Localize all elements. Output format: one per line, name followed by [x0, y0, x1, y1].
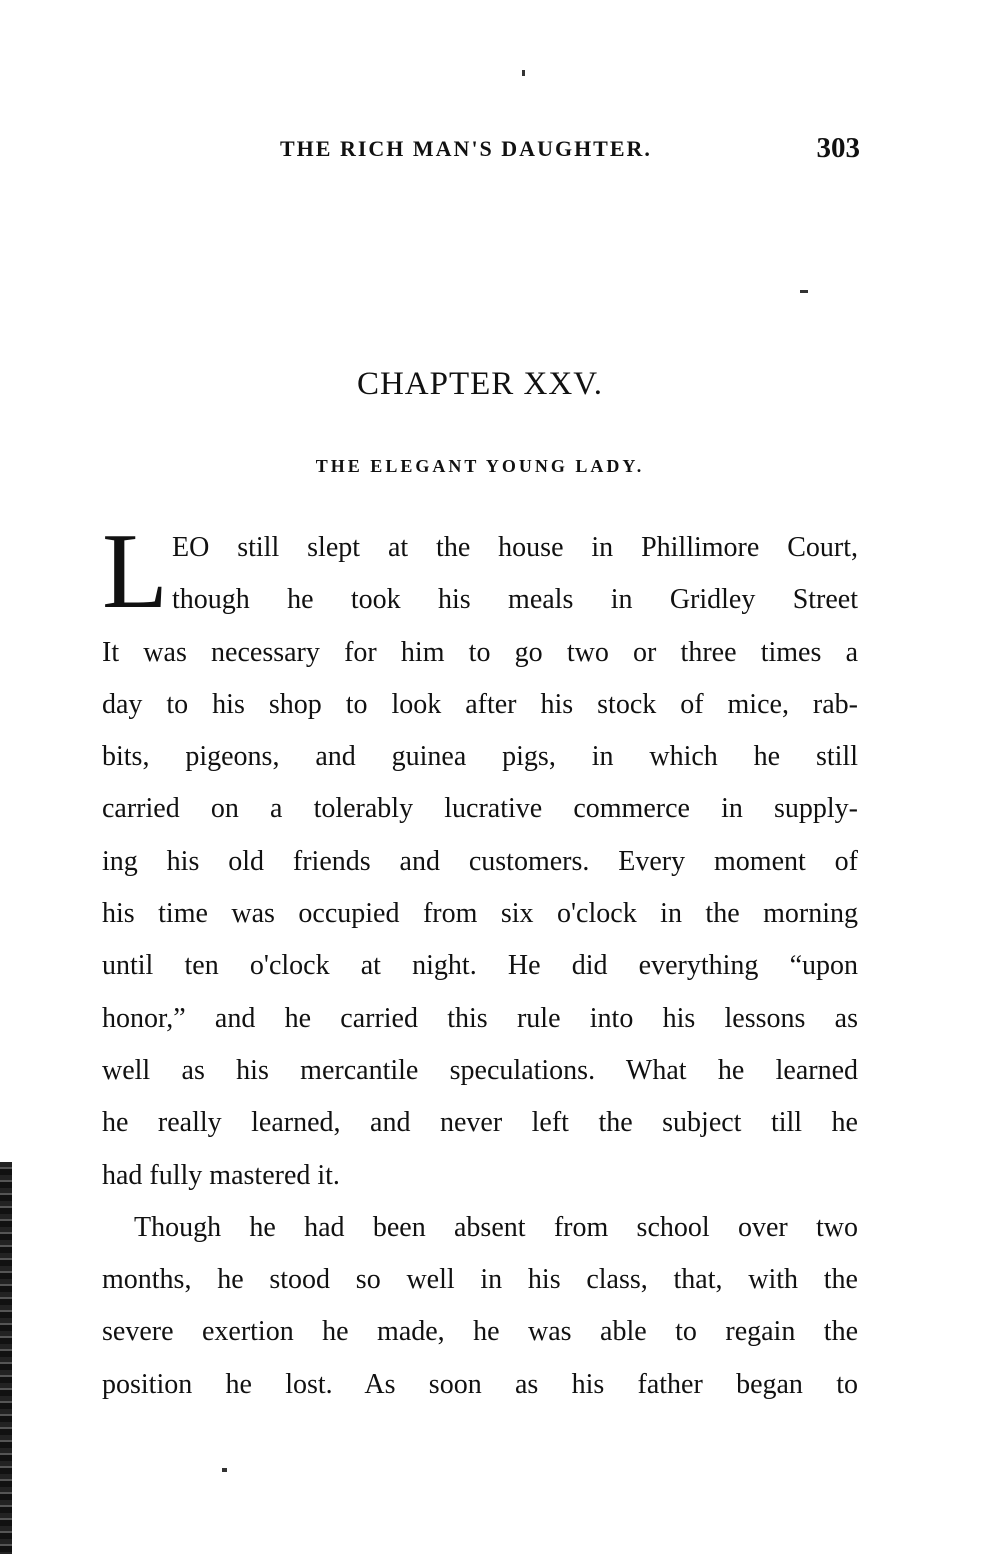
ink-speck: [800, 290, 808, 293]
page-edge-stain: [0, 1162, 12, 1554]
text-line: his time was occupied from six o'clock in the morning: [102, 898, 858, 930]
text-line: carried on a tolerably lucrative commerce in supply-: [102, 793, 858, 825]
text-line: EO still slept at the house in Phillimore Court,: [172, 532, 858, 563]
text-line: though he took his meals in Gridley Street: [172, 584, 858, 616]
text-line: ing his old friends and customers. Every moment of: [102, 845, 858, 877]
text-line: he really learned, and never left the subject till he: [102, 1107, 858, 1139]
text-line: honor,” and he carried this rule into his lessons as: [102, 1002, 858, 1034]
ink-speck: [222, 1468, 227, 1472]
text-line: until ten o'clock at night. He did everything “upon: [102, 950, 858, 982]
text-line: It was necessary for him to go two or three times a: [102, 636, 858, 668]
text-line: severe exertion he made, he was able to regain the: [102, 1316, 858, 1348]
text-line: Though he had been absent from school over two: [134, 1211, 858, 1243]
running-title: THE RICH MAN'S DAUGHTER.: [280, 136, 652, 161]
running-head: [100, 132, 860, 168]
text-line: bits, pigeons, and guinea pigs, in which he still: [102, 741, 858, 773]
body-text: [102, 512, 858, 1411]
chapter-subtitle: THE ELEGANT YOUNG LADY.: [315, 456, 645, 476]
text-line: day to his shop to look after his stock of mice, rab-: [102, 688, 858, 720]
chapter-title: CHAPTER XXV.: [356, 366, 604, 402]
text-line: position he lost. As soon as his father began to: [102, 1368, 858, 1400]
text-line: had fully mastered it.: [102, 1159, 340, 1191]
ink-speck: [522, 70, 525, 76]
drop-cap: L: [102, 512, 168, 631]
text-line: months, he stood so well in his class, that, with the: [102, 1264, 858, 1296]
page-number: 303: [816, 132, 860, 164]
text-line: well as his mercantile speculations. What he learned: [102, 1054, 858, 1086]
